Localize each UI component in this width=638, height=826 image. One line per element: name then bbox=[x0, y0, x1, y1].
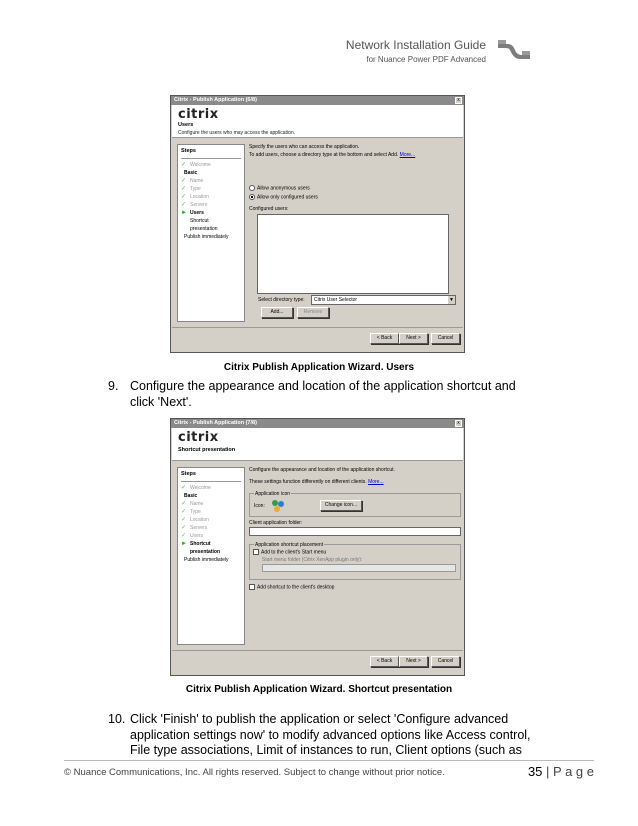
footer-rule bbox=[64, 760, 594, 761]
desktop-checkbox[interactable]: Add shortcut to the client's desktop bbox=[249, 584, 334, 590]
more-link[interactable]: More... bbox=[368, 479, 384, 485]
check-icon: ✓ bbox=[181, 485, 187, 491]
back-button[interactable]: < Back bbox=[370, 333, 399, 344]
next-button[interactable]: Next > bbox=[399, 333, 428, 344]
start-folder-input[interactable] bbox=[262, 564, 456, 572]
step-10-text: Click 'Finish' to publish the application or select 'Configure advanced application settings now' to modify advanced options like Access control, File type associations, Limit of instances to run, Client options (such as bbox=[130, 712, 531, 757]
checkbox-icon bbox=[249, 584, 255, 590]
check-icon: ✓ bbox=[181, 202, 187, 208]
step-name: ✓ Name bbox=[181, 178, 204, 184]
step-presentation: presentation bbox=[190, 226, 218, 232]
header-band bbox=[172, 428, 463, 461]
client-folder-label: Client application folder: bbox=[249, 520, 303, 526]
section-title: Users bbox=[178, 122, 194, 128]
check-icon: ✓ bbox=[181, 162, 187, 168]
intro-line-2: To add users, choose a directory type at the bottom and select Add. More... bbox=[249, 152, 416, 158]
add-button[interactable]: Add... bbox=[261, 307, 293, 318]
citrix-app-icon bbox=[270, 498, 286, 514]
section-title: Shortcut presentation bbox=[178, 447, 236, 453]
check-icon: ✓ bbox=[181, 501, 187, 507]
radio-anonymous[interactable]: Allow anonymous users bbox=[249, 185, 310, 191]
window-titlebar: Citrix - Publish Application (6/8) bbox=[171, 96, 464, 105]
step-publish: Publish immediately bbox=[184, 234, 229, 240]
step-type: ✓ Type bbox=[181, 186, 201, 192]
next-button[interactable]: Next > bbox=[399, 656, 428, 667]
step-servers: ✓ Servers bbox=[181, 525, 208, 531]
shortcut-placement-group: Application shortcut placement Add to the client's Start menu Start menu folder (Citrix XenApp plugin only): bbox=[249, 544, 461, 580]
check-icon: ✓ bbox=[181, 517, 187, 523]
check-icon: ✓ bbox=[181, 525, 187, 531]
caption-users: Citrix Publish Application Wizard. Users bbox=[223, 362, 415, 373]
close-button[interactable]: x bbox=[455, 97, 462, 104]
header-subtitle: for Nuance Power PDF Advanced bbox=[366, 55, 486, 64]
wizard-window-shortcut bbox=[170, 418, 465, 676]
intro-line-1: Configure the appearance and location of the application shortcut. bbox=[249, 467, 395, 473]
arrow-icon: ► bbox=[181, 541, 187, 547]
application-icon-group: Application icon Icon: Change icon... bbox=[249, 493, 461, 517]
content-panel bbox=[249, 144, 458, 322]
step-location: ✓ Location bbox=[181, 194, 209, 200]
start-menu-checkbox[interactable]: Add to the client's Start menu bbox=[253, 549, 326, 555]
step-users: ► Users bbox=[181, 210, 204, 216]
header-band bbox=[172, 105, 463, 138]
radio-configured[interactable]: Allow only configured users bbox=[249, 194, 318, 200]
content-panel bbox=[249, 467, 458, 645]
change-icon-button[interactable]: Change icon... bbox=[320, 500, 362, 511]
steps-panel bbox=[177, 144, 245, 322]
close-button[interactable]: x bbox=[455, 420, 462, 427]
configured-users-list[interactable] bbox=[257, 214, 449, 294]
configured-users-label: Configured users: bbox=[249, 206, 289, 212]
step-shortcut: ► Shortcut bbox=[181, 541, 211, 547]
header-title: Network Installation Guide bbox=[345, 38, 486, 52]
remove-button[interactable]: Remove bbox=[297, 307, 329, 318]
radio-icon bbox=[249, 185, 255, 191]
step-welcome: ✓ Welcome bbox=[181, 162, 211, 168]
radio-selected-icon bbox=[249, 194, 255, 200]
footer-copyright: © Nuance Communications, Inc. All rights reserved. Subject to change without prior notice. bbox=[64, 767, 445, 778]
steps-header: Steps bbox=[181, 471, 196, 477]
intro-line-1: Specify the users who can access the application. bbox=[249, 144, 360, 150]
citrix-logo: citrix bbox=[178, 107, 219, 122]
caption-shortcut: Citrix Publish Application Wizard. Shortcut presentation bbox=[185, 684, 453, 695]
directory-type-select[interactable]: Citrix User Selector ▼ bbox=[311, 295, 456, 305]
icon-label: Icon: bbox=[254, 503, 265, 509]
back-button[interactable]: < Back bbox=[370, 656, 399, 667]
check-icon: ✓ bbox=[181, 509, 187, 515]
check-icon: ✓ bbox=[181, 178, 187, 184]
check-icon: ✓ bbox=[181, 533, 187, 539]
steps-header: Steps bbox=[181, 148, 196, 154]
window-titlebar: Citrix - Publish Application (7/8) bbox=[171, 419, 464, 428]
chevron-down-icon[interactable]: ▼ bbox=[449, 297, 454, 303]
section-description: Configure the users who may access the application. bbox=[178, 130, 296, 136]
step-9-number: 9. bbox=[108, 379, 119, 393]
steps-panel bbox=[177, 467, 245, 645]
cancel-button[interactable]: Cancel bbox=[431, 656, 460, 667]
arrow-icon: ► bbox=[181, 210, 187, 216]
step-type: ✓ Type bbox=[181, 509, 201, 515]
step-10-number: 10. bbox=[108, 712, 126, 726]
step-group-basic: Basic bbox=[184, 170, 198, 176]
intro-line-2: These settings function differently on different clients. More... bbox=[249, 479, 384, 485]
step-name: ✓ Name bbox=[181, 501, 204, 507]
check-icon: ✓ bbox=[181, 186, 187, 192]
step-location: ✓ Location bbox=[181, 517, 209, 523]
step-servers: ✓ Servers bbox=[181, 202, 208, 208]
directory-type-label: Select directory type: bbox=[258, 297, 305, 303]
cancel-button[interactable]: Cancel bbox=[431, 333, 460, 344]
step-9-text: Configure the appearance and location of the application shortcut and click 'Next'. bbox=[130, 379, 516, 409]
start-folder-label: Start menu folder (Citrix XenApp plugin only): bbox=[262, 557, 363, 563]
step-presentation: presentation bbox=[190, 549, 221, 555]
step-group-basic: Basic bbox=[184, 493, 198, 499]
nuance-logo-icon bbox=[496, 38, 532, 60]
step-publish: Publish immediately bbox=[184, 557, 229, 563]
wizard-window-users bbox=[170, 95, 465, 353]
step-shortcut: Shortcut bbox=[190, 218, 209, 224]
client-folder-input[interactable] bbox=[249, 527, 461, 536]
step-users: ✓ Users bbox=[181, 533, 204, 539]
step-welcome: ✓ Welcome bbox=[181, 485, 211, 491]
page-number: 35 | P a g e bbox=[527, 764, 594, 779]
citrix-logo: citrix bbox=[178, 430, 219, 445]
more-link[interactable]: More... bbox=[399, 152, 416, 158]
check-icon: ✓ bbox=[181, 194, 187, 200]
checkbox-icon bbox=[253, 549, 259, 555]
